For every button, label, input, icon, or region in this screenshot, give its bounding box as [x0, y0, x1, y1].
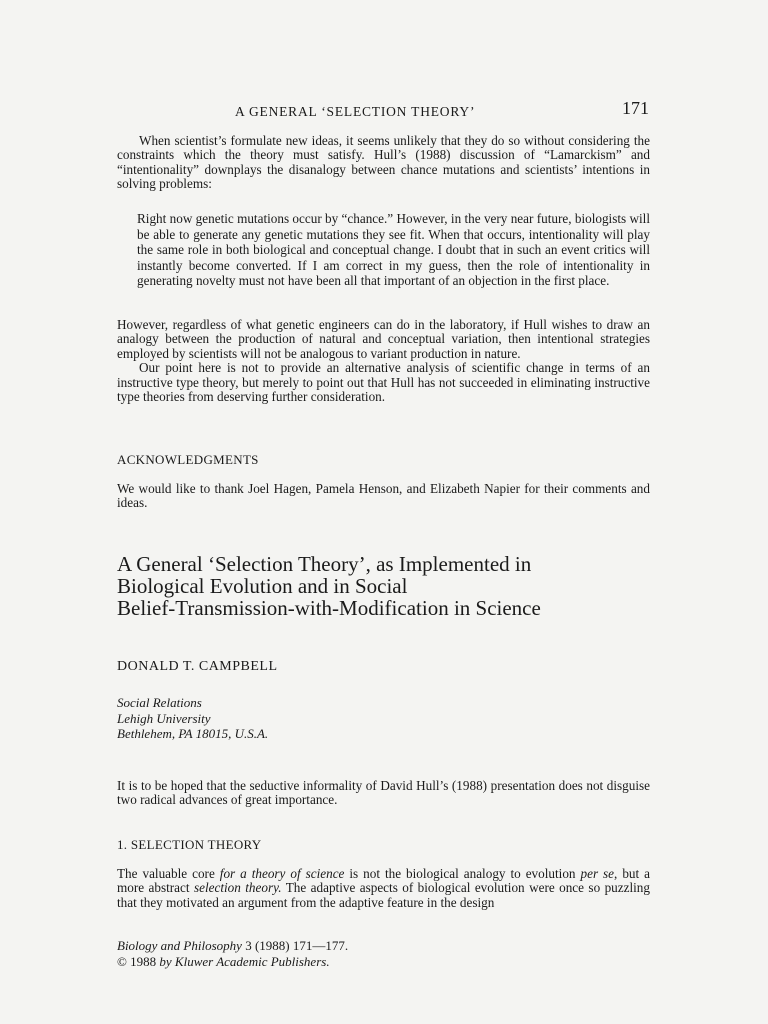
journal-name: Biology and Philosophy: [117, 938, 242, 953]
citation-line: [117, 938, 348, 954]
paragraphs-conclusion: [117, 318, 650, 404]
s1-emphasis-selection-theory: selection theory.: [193, 880, 282, 896]
s1-text-a: The valuable core: [117, 866, 220, 881]
copyright-year: 1988: [126, 954, 160, 969]
acknowledgments-heading: ACKNOWLEDGMENTS: [117, 452, 259, 467]
author-name: DONALD T. CAMPBELL: [117, 659, 278, 674]
running-title: A GENERAL ‘SELECTION THEORY’: [235, 104, 476, 119]
copyright-symbol: ©: [117, 954, 127, 969]
publication-footer: [117, 938, 348, 970]
block-quote: [137, 211, 650, 289]
paragraph-intro: [117, 134, 650, 192]
s1-text-c: is not the biological analogy to evolution: [344, 866, 581, 881]
acknowledgments-block: [117, 482, 650, 511]
affiliation-line-1: Social Relations: [117, 695, 202, 710]
acknowledgments-text: We would like to thank Joel Hagen, Pamela Henson, and Elizabeth Napier for their comments and ideas.: [117, 481, 650, 511]
affiliation-line-2: Lehigh University: [117, 710, 211, 726]
section-1-heading: 1. SELECTION THEORY: [117, 837, 262, 852]
quote-text: Right now genetic mutations occur by “chance.” However, in the very near future, biologists will be able to generate any genetic mutations they see fit. When that occurs, intentionality will play the same role in both biological and conceptual change. I doubt that in such an event critics will instantly become converted. If I am correct in my guess, then the role of intentionality in generating novelty must not have been all that important of an objection in the first place.: [137, 211, 650, 289]
article-title-line-1: A General ‘Selection Theory’, as Implemented in: [117, 552, 532, 576]
author-affiliation: [117, 695, 268, 742]
s1-emphasis-per-se: per se: [580, 866, 615, 881]
s1-text-g: The adaptive aspects of biological evolution were once so puzzling that they motivated an argument from the adaptive feature in the design: [117, 880, 650, 910]
article-title: [117, 553, 677, 619]
article-intro: It is to be hoped that the seductive informality of David Hull’s (1988) presentation does not disguise two radical advances of great importance.: [117, 778, 650, 808]
section-1-body: [117, 867, 650, 910]
page-number: 171: [622, 98, 649, 118]
body-paragraph-1: When scientist’s formulate new ideas, it seems unlikely that they do so without considering the constraints which the theory must satisfy. Hull’s (1988) discussion of “Lamarckism” and “intentionality” downplays the disanalogy between chance mutations and scientists’ intentions in solving problems:: [117, 133, 650, 192]
copyright-line: [117, 954, 348, 970]
section-1-paragraph: [117, 867, 650, 910]
body-paragraph-2: However, regardless of what genetic engineers can do in the laboratory, if Hull wishes to draw an analogy between the production of natural and conceptual variation, then intentional strategies employed by scientists will not be analogous to variant production in nature.: [117, 317, 650, 361]
article-title-line-3: Belief-Transmission-with-Modification in Science: [117, 596, 541, 620]
body-paragraph-3: Our point here is not to provide an alternative analysis of scientific change in terms of an instructive type theory, but merely to point out that Hull has not succeeded in eliminating instructive type theories from deserving further consideration.: [117, 360, 650, 405]
s1-emphasis-theory-of-science: for a theory of science: [219, 866, 345, 881]
affiliation-line-3: Bethlehem, PA 18015, U.S.A.: [117, 726, 269, 741]
publisher-name: by Kluwer Academic Publishers.: [159, 954, 330, 969]
article-intro-block: [117, 779, 650, 808]
journal-citation: 3 (1988) 171—177.: [241, 938, 349, 953]
s1-text-e: , but a more abstract: [117, 866, 650, 896]
article-title-line-2: Biological Evolution and in Social: [117, 574, 408, 598]
